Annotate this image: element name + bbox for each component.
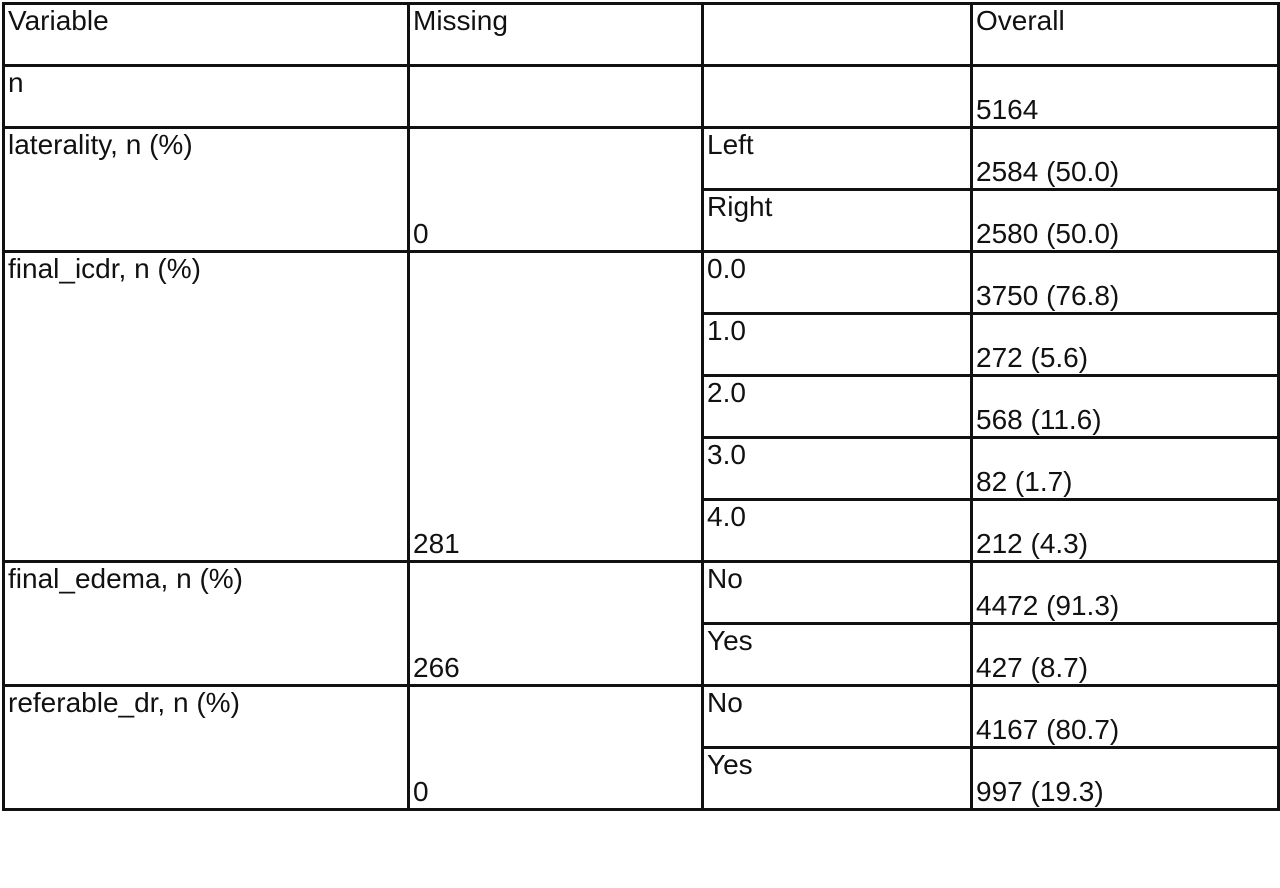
missing-cell: 0 (409, 686, 703, 810)
header-level (703, 4, 972, 66)
missing-cell: 0 (409, 128, 703, 252)
missing-cell: 266 (409, 562, 703, 686)
overall-cell: 427 (8.7) (972, 624, 1279, 686)
level-cell: Yes (703, 624, 972, 686)
overall-cell: 568 (11.6) (972, 376, 1279, 438)
variable-cell: final_edema, n (%) (4, 562, 409, 686)
variable-cell: laterality, n (%) (4, 128, 409, 252)
overall-cell: 4167 (80.7) (972, 686, 1279, 748)
level-cell: 4.0 (703, 500, 972, 562)
level-cell: Right (703, 190, 972, 252)
overall-cell: 82 (1.7) (972, 438, 1279, 500)
variable-cell: referable_dr, n (%) (4, 686, 409, 810)
overall-cell: 2580 (50.0) (972, 190, 1279, 252)
variable-cell: n (4, 66, 409, 128)
overall-cell: 4472 (91.3) (972, 562, 1279, 624)
overall-cell: 212 (4.3) (972, 500, 1279, 562)
missing-cell (409, 66, 703, 128)
level-cell: 3.0 (703, 438, 972, 500)
table-row (4, 66, 1279, 128)
table-row (4, 686, 1279, 748)
summary-table (2, 2, 1280, 811)
level-cell: Yes (703, 748, 972, 810)
header-overall: Overall (972, 4, 1279, 66)
overall-cell: 5164 (972, 66, 1279, 128)
table-row (4, 128, 1279, 190)
level-cell: No (703, 686, 972, 748)
overall-cell: 272 (5.6) (972, 314, 1279, 376)
header-variable: Variable (4, 4, 409, 66)
header-row (4, 4, 1279, 66)
variable-cell: final_icdr, n (%) (4, 252, 409, 562)
missing-cell: 281 (409, 252, 703, 562)
level-cell: 1.0 (703, 314, 972, 376)
level-cell (703, 66, 972, 128)
overall-cell: 3750 (76.8) (972, 252, 1279, 314)
level-cell: Left (703, 128, 972, 190)
level-cell: 2.0 (703, 376, 972, 438)
table-row (4, 562, 1279, 624)
overall-cell: 2584 (50.0) (972, 128, 1279, 190)
level-cell: No (703, 562, 972, 624)
table-row (4, 252, 1279, 314)
overall-cell: 997 (19.3) (972, 748, 1279, 810)
level-cell: 0.0 (703, 252, 972, 314)
header-missing: Missing (409, 4, 703, 66)
